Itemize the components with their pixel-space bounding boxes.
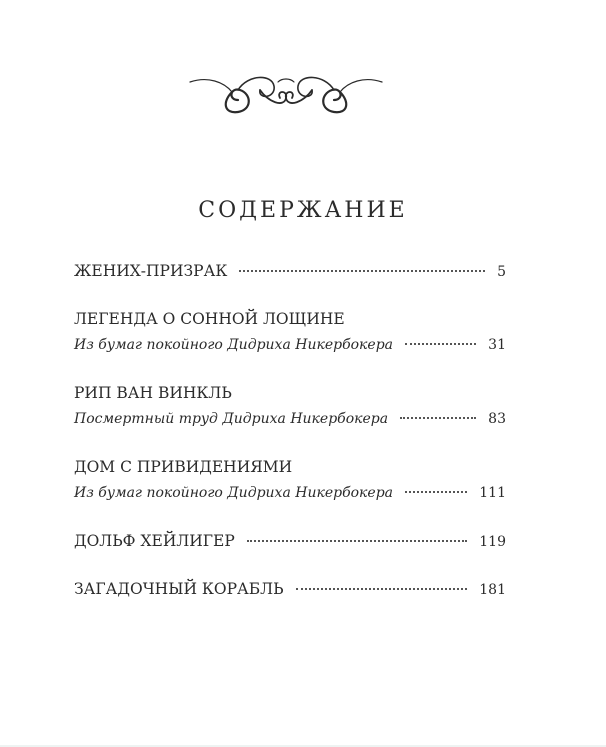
toc-page-number: 119 [479,534,506,550]
dot-leader [296,587,468,590]
dot-leader [405,342,476,345]
page-title: СОДЕРЖАНИЕ [198,198,408,223]
toc-entry-subtitle: Посмертный труд Дидриха Никербокера [74,411,389,427]
toc-title-line[interactable] [74,576,506,602]
toc-entry-subtitle: Из бумаг покойного Дидриха Никербокера [74,485,393,501]
toc-entry-title: ЖЕНИХ-ПРИЗРАК [74,262,228,280]
toc-entry-title: ЗАГАДОЧНЫЙ КОРАБЛЬ [74,580,284,598]
dot-leader [400,416,476,419]
toc-subtitle-line[interactable] [74,480,506,506]
toc-page-number: 31 [488,337,506,353]
toc-entry-title: ЛЕГЕНДА О СОННОЙ ЛОЩИНЕ [74,310,345,328]
toc-entry-title: ДОМ С ПРИВИДЕНИЯМИ [74,458,293,476]
toc-title-line[interactable] [74,380,506,406]
toc-entry [74,380,506,432]
toc-entry-title: ДОЛЬФ ХЕЙЛИГЕР [74,532,235,550]
toc-page-number: 181 [479,582,506,598]
toc-page-number: 83 [488,411,506,427]
toc-title-line[interactable] [74,306,506,332]
toc-title-line[interactable] [74,454,506,480]
dot-leader [405,490,467,493]
toc-entry [74,306,506,358]
toc-subtitle-line[interactable] [74,406,506,432]
toc-entry [74,576,506,602]
toc-entry-title: РИП ВАН ВИНКЛЬ [74,384,232,402]
flourish-ornament-icon [188,68,384,118]
toc-entry [74,528,506,554]
dot-leader [247,539,467,542]
toc-title-line[interactable] [74,528,506,554]
table-of-contents [74,258,506,624]
toc-page-number: 5 [497,264,506,280]
toc-entry-subtitle: Из бумаг покойного Дидриха Никербокера [74,337,393,353]
toc-entry [74,454,506,506]
toc-page-number: 111 [479,485,506,501]
dot-leader [239,269,485,272]
toc-subtitle-line[interactable] [74,332,506,358]
toc-title-line[interactable] [74,258,506,284]
toc-entry [74,258,506,284]
